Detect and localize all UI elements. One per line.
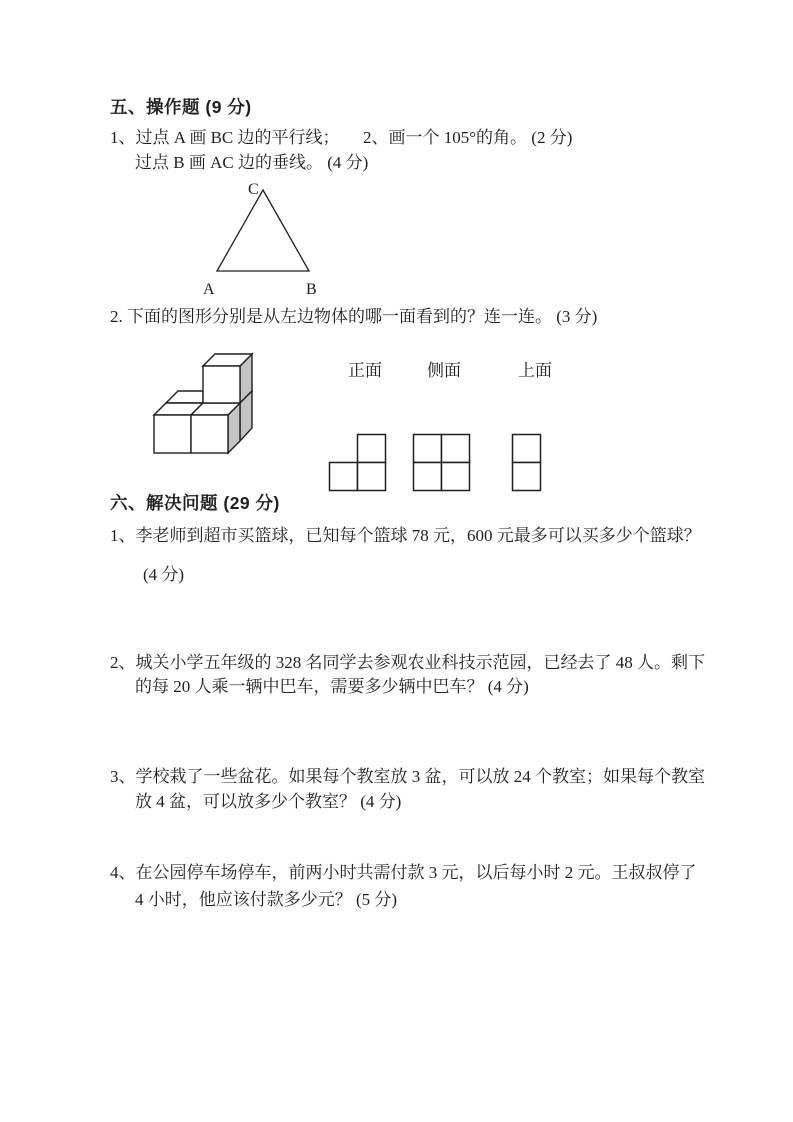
section5-q1-line1: 1、过点 A 画 BC 边的平行线； — [110, 128, 340, 147]
view-figure-vertical-domino — [511, 433, 542, 492]
back-left-cube-top-face — [166, 391, 203, 403]
triangle-vertex-b-label: B — [306, 281, 317, 298]
problem4-line2: 4 小时，他应该付款多少元？ (5 分) — [135, 890, 398, 909]
view-label-front: 正面 — [348, 361, 382, 380]
view-figure-l-shape — [328, 433, 387, 492]
triangle-vertex-a-label: A — [203, 281, 215, 298]
front-right-cube-front-face — [191, 415, 228, 453]
triangle-figure — [148, 178, 348, 303]
cube-stack-figure — [145, 345, 260, 460]
problem3-line1: 3、学校栽了一些盆花。如果每个教室放 3 盆，可以放 24 个教室；如果每个教室 — [110, 767, 705, 786]
problem1-points: (4 分) — [143, 565, 185, 584]
section5-q2-draw-angle: 2、画一个 105°的角。 (2 分) — [363, 128, 573, 147]
problem3-line2: 放 4 盆，可以放多少个教室？ (4 分) — [135, 792, 402, 811]
section6-heading: 六、解决问题 (29 分) — [110, 493, 280, 513]
problem2-line1: 2、城关小学五年级的 328 名同学去参观农业科技示范园，已经去了 48 人。剩下 — [110, 653, 705, 672]
section5-heading: 五、操作题 (9 分) — [110, 97, 252, 117]
problem1-line1: 1、李老师到超市买篮球，已知每个篮球 78 元，600 元最多可以买多少个篮球？ — [110, 526, 701, 545]
triangle-vertex-c-label: C — [248, 181, 259, 198]
triangle-shape — [217, 190, 309, 271]
view-figure-2x2-square — [412, 433, 471, 492]
section5-q2-text: 2. 下面的图形分别是从左边物体的哪一面看到的？连一连。 (3 分) — [110, 307, 598, 326]
problem2-line2: 的每 20 人乘一辆中巴车，需要多少辆中巴车？ (4 分) — [135, 677, 529, 696]
top-cube-front-face — [203, 366, 240, 403]
view-label-top: 上面 — [518, 361, 552, 380]
problem4-line1: 4、在公园停车场停车，前两小时共需付款 3 元，以后每小时 2 元。王叔叔停了 — [110, 863, 697, 882]
front-left-cube-front-face — [154, 415, 191, 453]
section5-q1-line2: 过点 B 画 AC 边的垂线。 (4 分) — [135, 153, 369, 172]
view-label-side: 侧面 — [427, 361, 461, 380]
